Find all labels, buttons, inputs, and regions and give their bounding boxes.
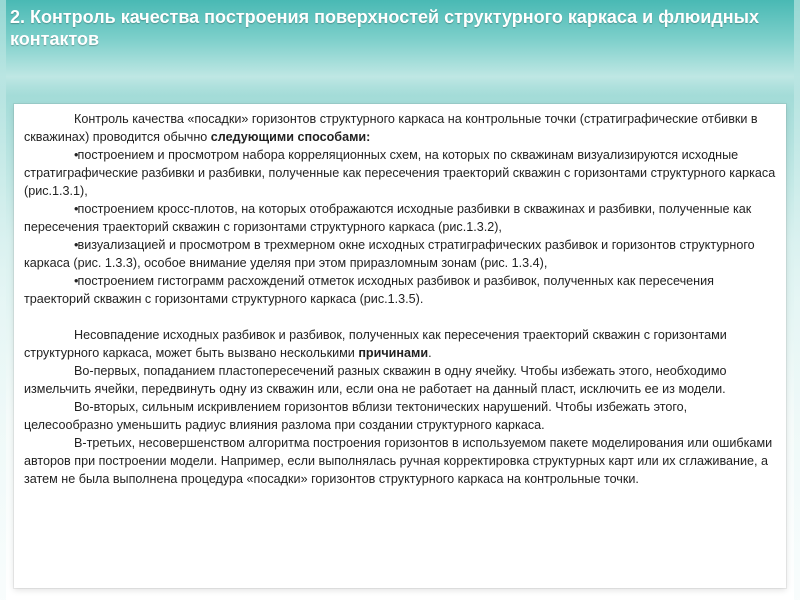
reason-item-first: Во-первых, попаданием пластопересечений разных скважин в одну ячейку. Чтобы избежать этого, необходимо измельчить ячейки, передвинуть одну из скважин или, если она не работает на данный пласт, исключить ее из модели. [24, 364, 727, 396]
reason-item-second: Во-вторых, сильным искривлением горизонтов вблизи тектонических нарушений. Чтобы избежать этого, целесообразно уменьшить радиус влияния разлома при создании структурного каркаса. [24, 400, 688, 432]
content-text [24, 110, 776, 488]
method-item [24, 146, 776, 200]
method-item [24, 200, 776, 236]
method-text: построением и просмотром набора корреляционных схем, на которых по скважинам визуализируются исходные стратиграфические разбивки и разбивки, полученные как пересечения траекторий скважин с горизонтами структурного каркаса (рис.1.3.1), [24, 148, 776, 198]
intro-paragraph [24, 110, 776, 146]
bullet-icon: • [74, 148, 79, 162]
bullet-icon: • [74, 274, 79, 288]
method-text: построением кросс-плотов, на которых отображаются исходные разбивки в скважинах и разбивки, полученные как пересечения траекторий скважин с горизонтами структурного каркаса (рис.1.3.2), [24, 202, 752, 234]
method-text: построением гистограмм расхождений отметок исходных разбивок и разбивок, полученных как пересечения траекторий скважин с горизонтами структурного каркаса (рис.1.3.5). [24, 274, 714, 306]
slide-header [0, 0, 800, 96]
method-item [24, 272, 776, 308]
left-decor-stripe [0, 0, 6, 600]
reasons-emphasis: причинами [358, 346, 429, 360]
reasons-intro-text: Несовпадение исходных разбивок и разбивок, полученных как пересечения траекторий скважин с горизонтами структурного каркаса, может быть вызвано несколькими [24, 328, 727, 360]
intro-emphasis: следующими способами: [210, 130, 371, 144]
reasons-intro-end: . [428, 346, 432, 360]
bullet-icon: • [74, 238, 79, 252]
method-item [24, 236, 776, 272]
slide-title: 2. Контроль качества построения поверхностей структурного каркаса и флюидных контактов [10, 7, 760, 49]
method-text: визуализацией и просмотром в трехмерном окне исходных стратиграфических разбивок и горизонтов структурного каркаса (рис. 1.3.3), особое внимание уделяя при этом приразломным зонам (рис. 1.3.4), [24, 238, 755, 270]
reasons-intro-paragraph [24, 326, 776, 362]
reason-item-third: В-третьих, несовершенством алгоритма построения горизонтов в используемом пакете моделирования или ошибками авторов при построении модели. Например, если выполнялась ручная корректировка структурных карт или их сглаживание, а затем не была выполнена процедура «посадки» горизонтов структурного каркаса на контрольные точки. [24, 436, 773, 486]
bullet-icon: • [74, 202, 79, 216]
content-panel [14, 104, 786, 588]
intro-text: Контроль качества «посадки» горизонтов структурного каркаса на контрольные точки (стратиграфические отбивки в скважинах) проводится обычно [24, 112, 758, 144]
right-decor-stripe [794, 0, 800, 600]
paragraph-spacer [24, 308, 776, 326]
